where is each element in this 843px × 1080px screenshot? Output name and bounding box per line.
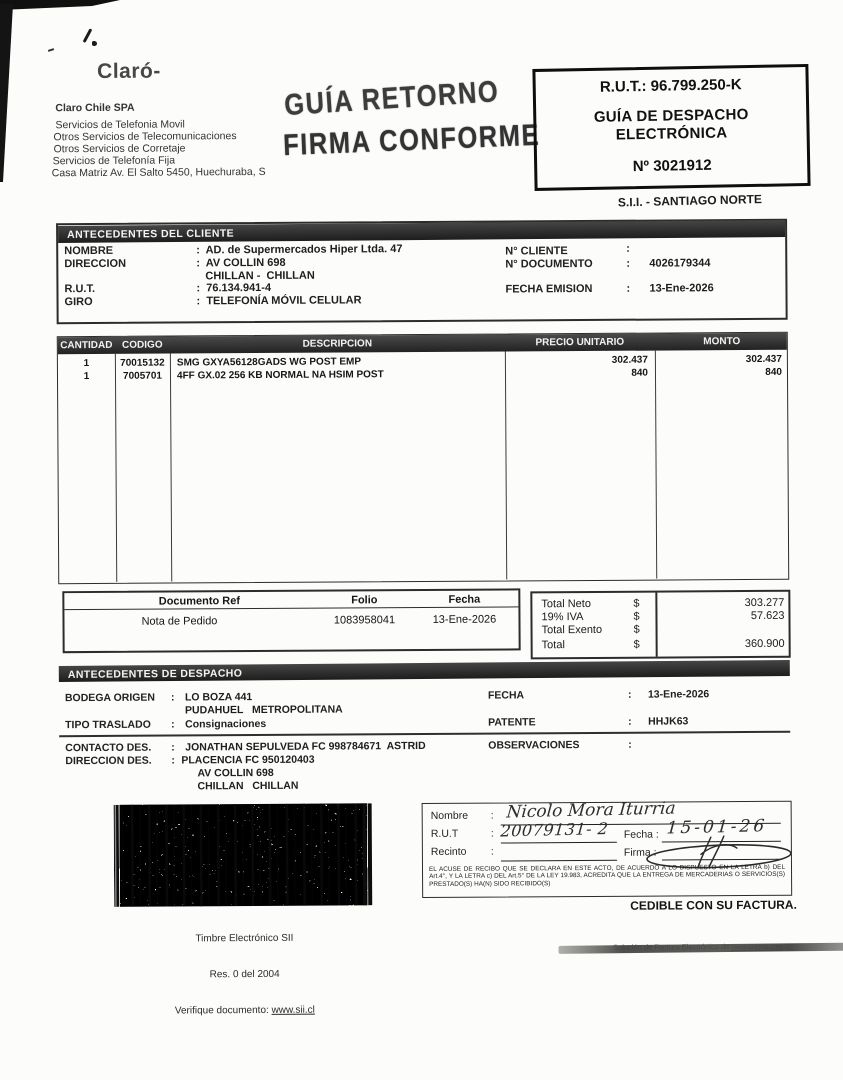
claro-logo: Claró- [97, 59, 161, 83]
item-row-precio: 840 [631, 367, 649, 379]
client-nombre-value: : AD. de Supermercados Hiper Ltda. 47 [196, 243, 403, 257]
docref-row-folio: 1083958041 [333, 614, 396, 627]
total-sym: $ [633, 638, 640, 651]
item-row-monto: 840 [765, 366, 783, 378]
emitter-rut: R.U.T.: 96.799.250-K [599, 76, 742, 96]
col-divider [655, 351, 657, 579]
items-header-cantidad: CANTIDAD [60, 339, 113, 352]
stamp-guia-retorno: GUÍA RETORNO [283, 74, 501, 123]
col-divider [170, 354, 172, 582]
item-row-codigo: 7005701 [122, 370, 162, 382]
receipt-fecha-label: Fecha : [623, 828, 659, 841]
client-section-title: ANTECEDENTES DEL CLIENTE [58, 220, 785, 243]
client-giro-value: : TELEFONÍA MÓVIL CELULAR [196, 294, 362, 308]
bodega-colon: : [170, 691, 175, 704]
receipt-firma-label: Firma : [623, 846, 657, 859]
sii-office: S.I.I. - SANTIAGO NORTE [617, 192, 763, 210]
items-table [57, 332, 790, 584]
docref-table [62, 588, 520, 653]
client-section [56, 219, 788, 324]
ndocumento-label: N° DOCUMENTO [505, 257, 593, 271]
contacto-colon: : [171, 741, 175, 754]
total-neto-label: Total Neto [541, 597, 591, 611]
items-header-codigo: CODIGO [121, 339, 163, 351]
company-service-line: Otros Servicios de Telecomunicaciones [53, 130, 237, 144]
totals-box [530, 590, 790, 660]
rut-handwritten: 20079131- 2 [499, 818, 610, 841]
patente-colon: : [628, 715, 632, 728]
item-row-cantidad: 1 [83, 371, 90, 383]
client-nombre-label: NOMBRE [64, 244, 114, 258]
docref-header-folio: Folio [351, 594, 378, 607]
timbre-caption [114, 908, 375, 1042]
total-neto-value: 303.277 [744, 596, 785, 610]
receipt-rut-colon: : [490, 827, 494, 840]
item-row-descripcion: 4FF GX.02 256 KB NORMAL NA HSIM POST [176, 369, 384, 382]
col-divider [115, 354, 117, 582]
docref-row-fecha: 13-Ene-2026 [432, 613, 497, 626]
bodega-value: LO BOZA 441 [184, 691, 253, 704]
fecha-handwritten: 15-01-26 [665, 816, 769, 839]
iva-sym: $ [633, 610, 640, 623]
bodega-label: BODEGA ORIGEN [64, 691, 156, 705]
despacho-section-title: ANTECEDENTES DE DESPACHO [59, 660, 790, 682]
ncliente-colon: : [626, 242, 630, 255]
col-divider [505, 351, 507, 579]
receipt-recinto-label: Recinto [430, 845, 467, 858]
stamp-firma-conforme: FIRMA CONFORME [282, 118, 541, 163]
items-header-precio: PRECIO UNITARIO [535, 336, 625, 349]
despacho-fecha-colon: : [627, 688, 632, 701]
doc-type-line1: GUÍA DE DESPACHO [593, 106, 749, 126]
total-value: 360.900 [744, 637, 785, 651]
ndocumento-colon: : [626, 257, 631, 270]
company-service-line: Otros Servicios de Corretaje [53, 142, 186, 156]
sii-url: www.sii.cl [271, 1004, 315, 1016]
contacto-value: JONATHAN SEPULVEDA FC 998784671 ASTRID [185, 739, 426, 754]
total-exento-sym: $ [633, 623, 640, 636]
direccion-des-label: DIRECCION DES. [65, 754, 152, 768]
direccion-des-colon: : [171, 754, 175, 767]
iva-value: 57.623 [750, 609, 785, 622]
observaciones-colon: : [628, 738, 632, 751]
client-direccion-label: DIRECCION [64, 257, 127, 271]
receipt-rut-label: R.U.T [430, 827, 459, 840]
timbre-line1: Timbre Electrónico SII [195, 932, 294, 945]
total-exento-label: Total Exento [541, 623, 603, 637]
client-rut-label: R.U.T. [64, 282, 96, 296]
despacho-fecha-value: 13-Ene-2026 [647, 688, 710, 701]
total-neto-sym: $ [633, 597, 640, 610]
patente-label: PATENTE [488, 716, 536, 729]
receipt-nombre-label: Nombre [430, 809, 469, 822]
items-header-monto: MONTO [703, 336, 741, 348]
total-label: Total [541, 639, 565, 652]
item-row-monto: 302.437 [745, 353, 782, 366]
totals-divider [655, 593, 657, 657]
items-header-descripcion: DESCRIPCION [302, 338, 373, 350]
total-exento-value [663, 623, 785, 624]
timbre-line2: Res. 0 del 2004 [209, 968, 280, 981]
client-giro-label: GIRO [64, 296, 93, 309]
item-row-codigo: 70015132 [120, 357, 165, 369]
bodega-value2: PUDAHUEL METROPOLITANA [185, 703, 343, 717]
tipo-traslado-value: Consignaciones [185, 717, 267, 731]
receipt-nombre-colon: : [490, 809, 494, 822]
pdf417-barcode [114, 803, 375, 907]
docref-row-tipo: Nota de Pedido [141, 615, 218, 628]
patente-value: HHJK63 [648, 715, 689, 728]
client-direccion-value2: CHILLAN - CHILLAN [205, 269, 315, 283]
direccion-des-value3: CHILLAN CHILLAN [197, 779, 299, 793]
tipo-traslado-colon: : [171, 718, 175, 731]
item-row-precio: 302.437 [611, 354, 648, 366]
direccion-des-value: PLACENCIA FC 950120403 [181, 753, 315, 767]
direccion-des-value2: AV COLLIN 698 [197, 766, 274, 780]
company-service-line: Servicios de Telefonía Fija [52, 154, 176, 168]
receipt-box [422, 798, 793, 898]
fecha-emision-value: 13-Ene-2026 [649, 282, 714, 295]
item-row-cantidad: 1 [83, 358, 90, 370]
doc-number: Nº 3021912 [632, 156, 712, 176]
company-name: Claro Chile SPA [55, 101, 135, 115]
fecha-emision-label: FECHA EMISION [505, 282, 593, 296]
receipt-recinto-colon: : [490, 845, 494, 858]
docref-header-fecha: Fecha [448, 593, 481, 606]
iva-label: 19% IVA [541, 611, 584, 624]
item-row-descripcion: SMG GXYA56128GADS WG POST EMP [176, 356, 362, 369]
nombre-handwritten: Nicolo Mora Iturria [505, 798, 677, 823]
legal-text: EL ACUSE DE RECIBO QUE SE DECLARA EN ESTE ACTO, DE ACUERDO A LO DISPUESTO EN LA LETRA b) DEL Art.4°, Y LA LETRA c) DEL Art.5° DE LA LEY 19.983, ACREDITA QUE LA ENTREGA DE MERCADERIAS O SERVICIOS(S) PRESTADO(S) HA(N) SIDO RECIBIDO(S) [428, 863, 786, 888]
ncliente-label: N° CLIENTE [505, 245, 568, 258]
client-rut-value: : 76.134.941-4 [196, 281, 272, 295]
recinto-line [501, 845, 617, 862]
tipo-traslado-label: TIPO TRASLADO [65, 718, 151, 732]
company-address: Casa Matriz Av. El Salto 5450, Huechuraba, S [51, 165, 266, 180]
timbre-line3 [115, 1004, 375, 1018]
despacho-divider [59, 731, 790, 737]
company-service-line: Servicios de Telefonia Movil [55, 118, 185, 132]
contacto-label: CONTACTO DES. [65, 741, 152, 755]
client-direccion-value: : AV COLLIN 698 [196, 256, 286, 270]
fecha-emision-colon: : [626, 282, 631, 295]
rut-box [532, 64, 810, 191]
verify-text: Verifique documento: [174, 1004, 272, 1017]
docref-header-tipo: Documento Ref [158, 595, 241, 608]
cedible-text: CEDIBLE CON SU FACTURA. [630, 897, 797, 913]
doc-type-line2: ELECTRÓNICA [615, 124, 728, 144]
ndocumento-value: 4026179344 [649, 257, 711, 270]
despacho-fecha-label: FECHA [487, 689, 525, 702]
observaciones-label: OBSERVACIONES [488, 739, 580, 752]
